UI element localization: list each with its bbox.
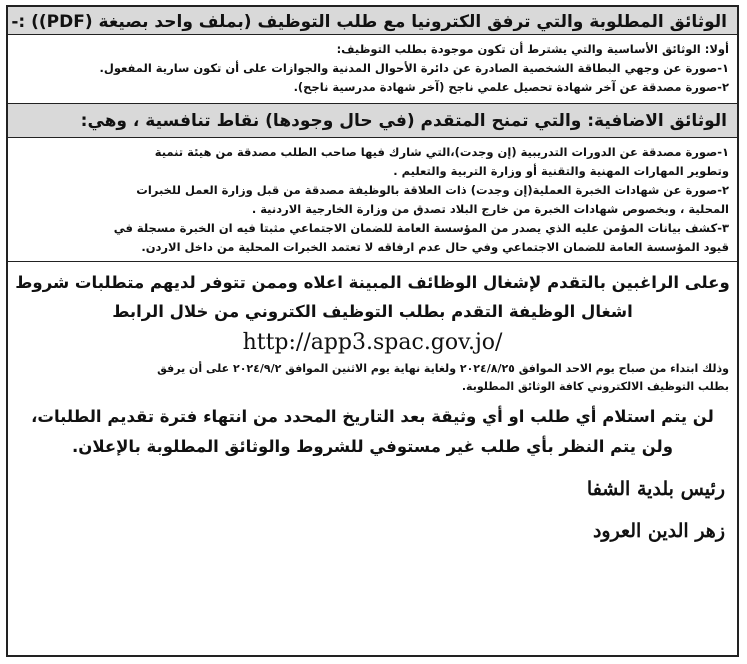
warning-section [8,402,737,462]
extra-docs-line-2: وتطوير المهارات المهنية والتقنية أو وزارة التربية والتعليم . [393,164,729,178]
warning-line-1: لن يتم استلام أي طلب او أي وثيقة بعد التاريخ المحدد من انتهاء فترة تقديم الطلبات، [31,407,714,426]
basic-documents-section [8,35,737,104]
extra-docs-line-5: ٣-كشف بيانات المؤمن عليه الذي يصدر من المؤسسة العامة للضمان الاجتماعي مثبتا فيه ان الخبرة مسجلة في [113,221,729,235]
signature-block [8,472,737,548]
application-link[interactable]: http://app3.spac.gov.jo/ [242,330,503,355]
dates-line-2: بطلب التوظيف الالكتروني كافة الوثائق المطلوبة. [461,380,729,393]
dates-section [8,360,737,396]
dates-line-1: وذلك ابتداء من صباح يوم الاحد الموافق ٢٠٢٤/٨/٢٥ ولغاية نهاية يوم الاثنين الموافق ٢٠٢٤/٩/٢ على أن يرفق [157,362,729,375]
required-documents-heading: الوثائق المطلوبة والتي ترفق الكترونيا مع طلب التوظيف (بملف واحد بصيغة (PDF)) :- [8,7,737,35]
basic-docs-item-1: ١-صورة عن وجهي البطاقة الشخصية الصادرة عن دائرة الأحوال المدنية والجوازات على أن تكون سارية المفعول. [99,61,729,75]
apply-text-line-2: اشغال الوظيفة التقدم بطلب التوظيف الكتروني من خلال الرابط [112,302,633,321]
basic-docs-intro: أولا: الوثائق الأساسية والتي يشترط أن تكون موجودة بطلب التوظيف: [336,42,729,56]
extra-docs-line-1: ١-صورة مصدقة عن الدورات التدريبية (إن وجدت)،التي شارك فيها صاحب الطلب مصدقة من هيئة تنمية [154,145,729,159]
additional-documents-section [8,138,737,262]
signatory-title: رئيس بلدية الشفا [586,478,725,500]
basic-docs-item-2: ٢-صورة مصدقة عن آخر شهادة تحصيل علمي ناجح (آخر شهادة مدرسية ناجح). [293,80,729,94]
apply-section [8,262,737,358]
extra-docs-line-4: المحلية ، وبخصوص شهادات الخبرة من خارج البلاد تصدق من وزارة الخارجية الاردنية . [251,202,729,216]
apply-text-line-1: وعلى الراغبين بالتقدم لإشغال الوظائف المبينة اعلاه وممن تتوفر لديهم متطلبات شروط [15,273,730,292]
signatory-name: زهر الدين العرود [592,520,725,542]
announcement-frame [6,5,739,657]
additional-documents-heading: الوثائق الاضافية: والتي تمنح المتقدم (في حال وجودها) نقاط تنافسية ، وهي: [8,104,737,138]
warning-line-2: ولن يتم النظر بأي طلب غير مستوفي للشروط والوثائق المطلوبة بالإعلان. [71,437,674,456]
extra-docs-line-6: قيود المؤسسة العامة للضمان الاجتماعي وفي حال عدم ارفاقه لا تعتمد الخبرات المحلية من داخل الاردن. [141,240,729,254]
extra-docs-line-3: ٢-صورة عن شهادات الخبرة العملية(إن وجدت) ذات العلاقة بالوظيفة مصدقة من قبل وزارة العمل للخبرات [136,183,729,197]
